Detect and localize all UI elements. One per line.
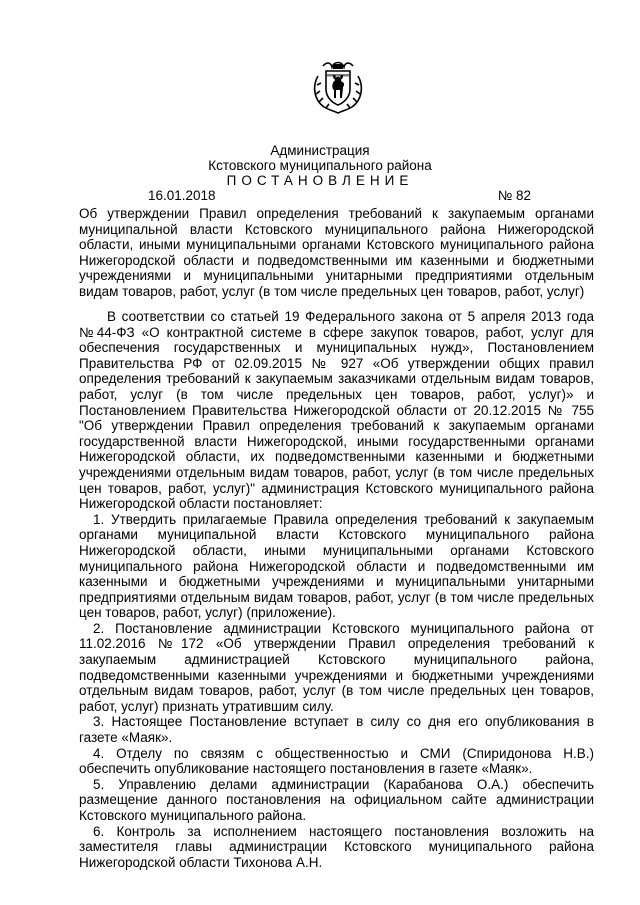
document-body (79, 309, 594, 870)
document-title-block (79, 206, 594, 300)
document-date: 16.01.2018 (148, 188, 216, 203)
list-item: 6. Контроль за исполнением настоящего постановления возложить на заместителя главы администрации Кстовского муниципального района Нижегородской области Тихонова А.Н. (79, 823, 594, 870)
document-title: Об утверждении Правил определения требований к закупаемым органами муниципальной власти Кстовского муниципального района Нижегородской области, иными муниципальными органами Кстовского муниципального района Нижегородской области и подведомственными им казенными и бюджетными учреждениями и муниципальными унитарными предприятиями отдельным видам товаров, работ, услуг (в том числе предельных цен товаров, работ, услуг) (79, 206, 594, 299)
coat-of-arms-icon (305, 52, 371, 118)
document-number: № 82 (497, 188, 531, 203)
list-item: 4. Отделу по связям с общественностью и СМИ (Спиридонова Н.В.) обеспечить опубликование настоящего постановления в газете «Маяк». (79, 745, 594, 777)
org-district: Кстовского муниципального района (208, 158, 432, 173)
list-item: 1. Утвердить прилагаемые Правила определения требований к закупаемым органами муниципальной власти Кстовского муниципального района Нижегородской области, иными муниципальными органами Кстовского муниципального района Нижегородской области и подведомственными им казенными и бюджетными учреждениями и муниципальными унитарными предприятиями отдельным видам товаров, работ, услуг (в том числе предельных цен товаров, работ, услуг) (приложение). (79, 511, 594, 621)
org-name: Администрация (270, 143, 370, 158)
list-item: 5. Управлению делами администрации (Карабанова О.А.) обеспечить размещение данного постановления на официальном сайте администрации Кстовского муниципального района. (79, 776, 594, 823)
list-item: 3. Настоящее Постановление вступает в силу со дня его опубликования в газете «Маяк». (79, 714, 594, 746)
list-item: 2. Постановление администрации Кстовского муниципального района от 11.02.2016 №172 «Об утверждении Правил определения требований к закупаемым администрацией Кстовского муниципального района, подведомственными казенными учреждениями и бюджетными учреждениями отдельным видам товаров, работ, услуг (в том числе предельных цен товаров, работ, услуг) признать утратившим силу. (79, 620, 594, 714)
preamble-paragraph: В соответствии со статьей 19 Федерального закона от 5 апреля 2013 года №44-ФЗ «О контрактной системе в сфере закупок товаров, работ, услуг для обеспечения государственных и муниципальных нужд», Постановлением Правительства РФ от 02.09.2015 № 927 «Об утверждении общих правил определения требований к закупаемым заказчиками отдельным видам товаров, работ, услуг (в том числе предельных цен товаров, работ, услуг)» и Постановлением Правительства Нижегородской области от 20.12.2015 № 755 "Об утверждении Правил определения требований к закупаемым органами государственной власти Нижегородской, иными государственными органами Нижегородской области, их подведомственными казенными и бюджетными учреждениями отдельным видам товаров, работ, услуг (в том числе предельных цен товаров, работ, услуг)" администрация Кстовского муниципального района Нижегородской области постановляет: (79, 309, 594, 512)
document-type: ПОСТАНОВЛЕНИЕ (226, 173, 414, 188)
